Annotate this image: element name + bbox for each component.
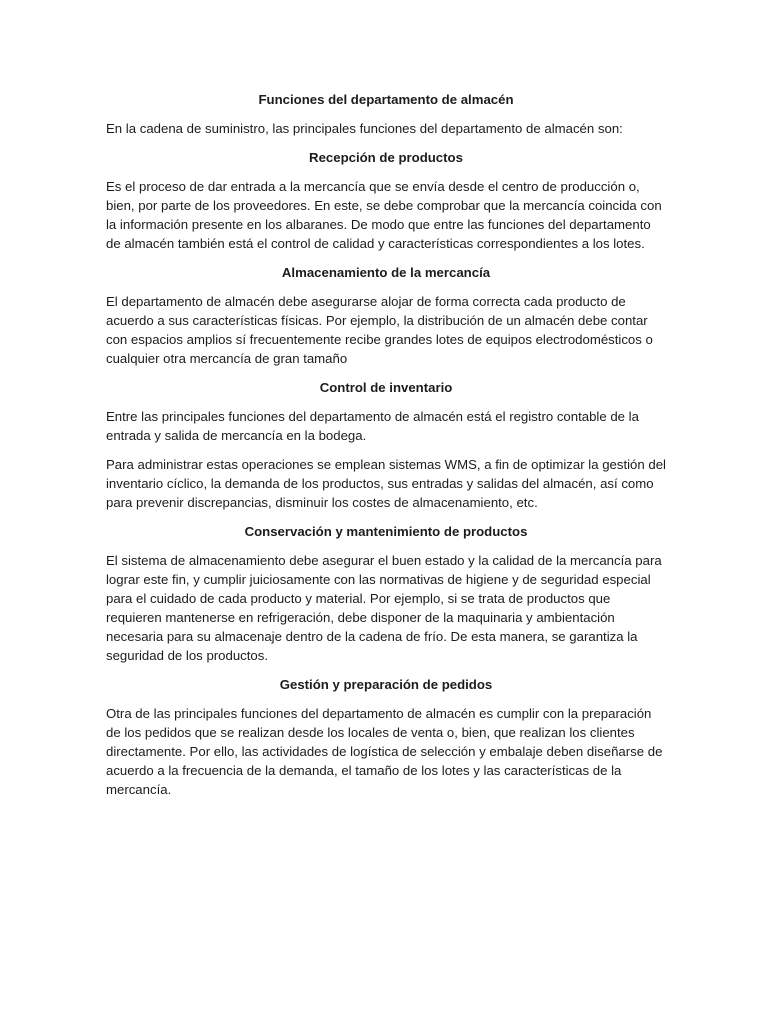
body-paragraph: El sistema de almacenamiento debe asegurar el buen estado y la calidad de la mercancía para lograr este fin, y cumplir juiciosamente con las normativas de higiene y de seguridad especial para el cuidado de cada producto y material. Por ejemplo, si se trata de productos que requieren mantenerse en refrigeración, debe disponer de la maquinaria y ambientación necesaria para su almacenaje dentro de la cadena de frío. De esta manera, se garantiza la seguridad de los productos. [106,553,662,663]
document-body [106,90,666,809]
section-heading: Recepción de productos [309,150,463,165]
body-paragraph: Para administrar estas operaciones se emplean sistemas WMS, a fin de optimizar la gestión del inventario cíclico, la demanda de los productos, sus entradas y salidas del almacén, así como para prevenir discrepancias, disminuir los costes de almacenamiento, etc. [106,457,666,510]
body-paragraph: El departamento de almacén debe asegurarse alojar de forma correcta cada producto de acuerdo a sus características físicas. Por ejemplo, la distribución de un almacén debe contar con espacios amplios sí frecuentemente recibe grandes lotes de equipos electrodomésticos o cualquier otra mercancía de gran tamaño [106,294,653,366]
section-heading: Conservación y mantenimiento de productos [244,524,528,539]
body-paragraph: Otra de las principales funciones del departamento de almacén es cumplir con la preparación de los pedidos que se realizan desde los locales de venta o, bien, que realizan los clientes directamente. Por ello, las actividades de logística de selección y embalaje deben diseñarse de acuerdo a la frecuencia de la demanda, el tamaño de los lotes y las características de la mercancía. [106,706,663,797]
body-paragraph: En la cadena de suministro, las principales funciones del departamento de almacén son: [106,121,623,136]
section-heading: Almacenamiento de la mercancía [281,265,491,280]
body-paragraph: Es el proceso de dar entrada a la mercancía que se envía desde el centro de producción o, bien, por parte de los proveedores. En este, se debe comprobar que la mercancía coincida con la información presente en los albaranes. De modo que entre las funciones del departamento de almacén también está el control de calidad y características correspondientes a los lotes. [106,179,662,251]
body-paragraph: Entre las principales funciones del departamento de almacén está el registro contable de la entrada y salida de mercancía en la bodega. [106,409,639,443]
document-title: Funciones del departamento de almacén [258,92,514,107]
section-heading: Control de inventario [319,380,453,395]
section-heading: Gestión y preparación de pedidos [279,677,493,692]
